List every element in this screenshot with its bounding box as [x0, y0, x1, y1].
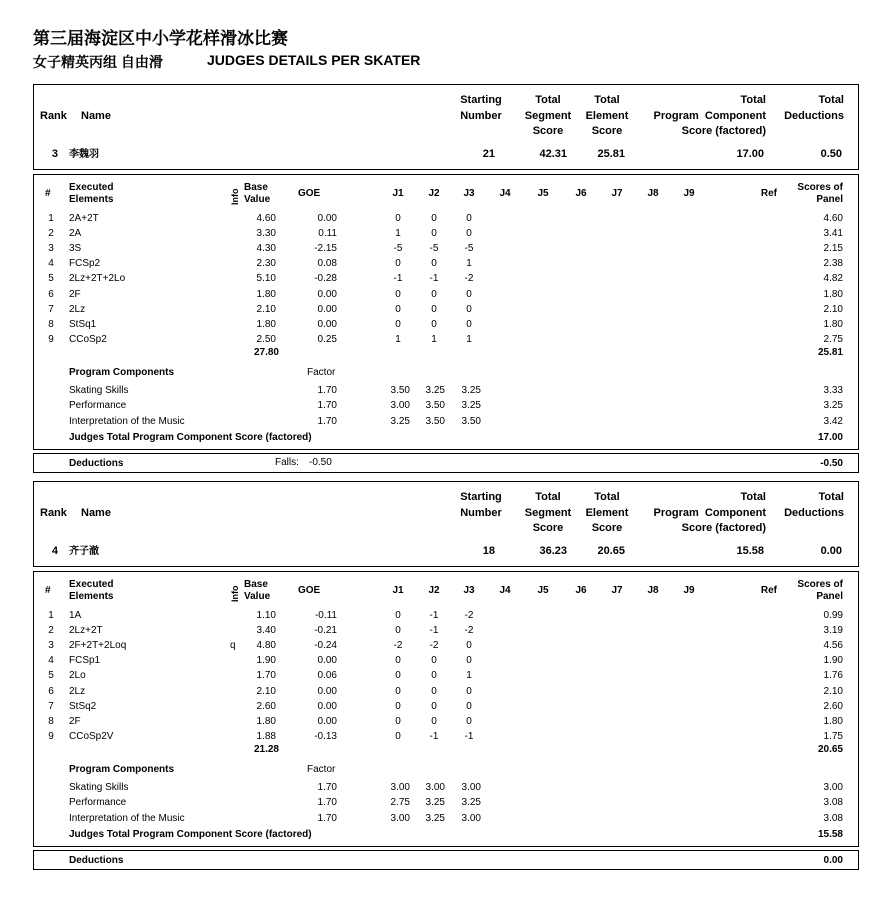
element-judge-score: 0 [395, 303, 401, 315]
component-judge-score: 3.00 [390, 782, 410, 793]
total-element-score-header: Total Element Score [585, 491, 629, 534]
component-factor: 1.70 [317, 797, 337, 809]
element-goe: -0.11 [314, 610, 337, 621]
element-judge-score: -1 [429, 730, 439, 742]
element-goe: 0.00 [317, 303, 337, 315]
element-judge-score: 1 [466, 258, 472, 270]
element-judge-score: 1 [395, 333, 401, 345]
element-judge-score: 0 [466, 655, 472, 667]
element-judge-score: 0 [431, 318, 437, 330]
element-panel-score: 4.56 [823, 640, 843, 652]
component-factor: 1.70 [317, 385, 337, 396]
element-panel-score: 4.82 [823, 273, 843, 285]
base-value-total: 27.80 [253, 347, 279, 358]
hash-header: # [45, 188, 51, 199]
element-judge-score: 0 [431, 670, 437, 682]
judge-header-j4: J4 [499, 585, 511, 596]
judge-header-j8: J8 [647, 585, 659, 596]
element-base-value: 1.80 [256, 318, 276, 330]
judge-header-j2: J2 [428, 188, 440, 199]
page-title: 第三届海淀区中小学花样滑冰比赛 [33, 29, 288, 48]
component-panel-score: 3.42 [823, 415, 843, 427]
judge-header-j9: J9 [683, 188, 695, 199]
element-name: StSq2 [69, 700, 97, 712]
element-judge-score: -2 [464, 273, 474, 285]
deductions-box [33, 453, 859, 473]
total-element-score: 20.65 [597, 545, 625, 557]
element-number: 1 [48, 610, 54, 621]
element-base-value: 2.30 [256, 258, 276, 270]
element-number: 2 [48, 228, 54, 240]
element-name: 2Lz [69, 685, 86, 697]
element-goe: -0.24 [314, 640, 337, 652]
element-name: 2A+2T [69, 213, 99, 224]
element-judge-score: 0 [431, 715, 437, 727]
element-name: 2A [69, 228, 82, 240]
element-judge-score: 0 [395, 670, 401, 682]
element-panel-score: 1.80 [823, 288, 843, 300]
name-header: Name [81, 110, 111, 122]
element-name: CCoSp2 [69, 333, 107, 345]
info-header: Info [230, 188, 240, 205]
element-number: 7 [48, 700, 54, 712]
component-judge-score: 3.25 [390, 415, 410, 427]
component-name: Performance [69, 400, 127, 412]
component-factor: 1.70 [317, 812, 337, 824]
element-goe: -0.28 [314, 273, 337, 285]
component-factor: 1.70 [317, 782, 337, 793]
judge-header-j3: J3 [463, 188, 475, 199]
component-name: Interpretation of the Music [69, 812, 185, 824]
element-judge-score: 0 [466, 640, 472, 652]
element-base-value: 1.90 [256, 655, 276, 667]
element-judge-score: -1 [464, 730, 474, 742]
element-panel-score: 2.10 [823, 685, 843, 697]
element-number: 2 [48, 625, 54, 637]
total-deductions: 0.50 [820, 148, 842, 160]
element-judge-score: -1 [429, 273, 439, 285]
component-judge-score: 3.50 [390, 385, 410, 396]
element-base-value: 1.88 [256, 730, 276, 742]
element-base-value: 1.80 [256, 288, 276, 300]
element-name: 2F+2T+2Loq [69, 640, 127, 652]
element-info: q [230, 640, 236, 652]
component-judge-score: 3.25 [461, 400, 481, 412]
element-goe: 0.08 [317, 258, 337, 270]
element-panel-score: 2.10 [823, 303, 843, 315]
element-panel-score: 2.15 [823, 243, 843, 255]
component-judge-score: 3.25 [425, 797, 445, 809]
element-judge-score: 0 [466, 303, 472, 315]
total-deductions: 0.00 [820, 545, 842, 557]
component-factor: 1.70 [317, 415, 337, 427]
element-judge-score: 1 [466, 333, 472, 345]
total-deductions-header: Total Deductions [784, 94, 844, 122]
element-judge-score: 0 [431, 700, 437, 712]
element-name: 2Lz [69, 303, 86, 315]
category-title: 女子精英丙组 自由滑 [33, 54, 163, 70]
starting-number-header: Starting Number [460, 491, 502, 519]
judge-header-j5: J5 [537, 585, 549, 596]
element-panel-score: 1.75 [823, 730, 843, 742]
total-segment-score: 42.31 [539, 148, 567, 160]
element-number: 3 [48, 640, 54, 652]
element-number: 5 [48, 273, 54, 285]
judge-header-j2: J2 [428, 585, 440, 596]
falls-label: Falls: [275, 457, 299, 468]
info-header: Info [230, 585, 240, 602]
element-judge-score: 0 [466, 685, 472, 697]
element-judge-score: -2 [429, 640, 439, 652]
judge-header-j7: J7 [611, 188, 623, 199]
judge-header-j5: J5 [537, 188, 549, 199]
element-base-value: 4.30 [256, 243, 276, 255]
element-judge-score: 1 [395, 228, 401, 240]
element-panel-score: 3.19 [823, 625, 843, 637]
component-judge-score: 3.00 [461, 782, 481, 793]
component-judge-score: 2.75 [390, 797, 410, 809]
element-goe: 0.25 [317, 333, 337, 345]
element-name: 2Lz+2T+2Lo [69, 273, 126, 285]
component-name: Skating Skills [69, 782, 129, 793]
judge-header-j3: J3 [463, 585, 475, 596]
component-name: Performance [69, 797, 127, 809]
element-judge-score: 0 [431, 228, 437, 240]
element-judge-score: 0 [466, 318, 472, 330]
starting-number: 21 [482, 148, 495, 160]
component-judge-score: 3.25 [461, 385, 481, 396]
ref-header: Ref [760, 585, 777, 596]
element-judge-score: 0 [395, 318, 401, 330]
element-panel-score: 0.99 [823, 610, 843, 621]
element-base-value: 1.70 [256, 670, 276, 682]
starting-number-header: Starting Number [460, 94, 502, 122]
element-name: 1A [69, 610, 82, 621]
element-name: FCSp1 [69, 655, 101, 667]
factor-label: Factor [307, 764, 336, 775]
element-base-value: 4.60 [256, 213, 276, 224]
element-judge-score: 0 [395, 258, 401, 270]
element-judge-score: 0 [431, 288, 437, 300]
element-judge-score: -5 [429, 243, 439, 255]
element-goe: 0.00 [317, 288, 337, 300]
base-value-header: Base Value [244, 579, 271, 602]
executed-elements-header: Executed Elements [69, 182, 114, 205]
rank-header: Rank [40, 507, 67, 519]
element-score-total: 25.81 [817, 347, 843, 358]
report-title: JUDGES DETAILS PER SKATER [207, 52, 421, 68]
judge-header-j6: J6 [575, 585, 587, 596]
component-panel-score: 3.08 [823, 812, 843, 824]
element-judge-score: -1 [393, 273, 403, 285]
element-name: 2Lo [69, 670, 86, 682]
deductions-label: Deductions [69, 458, 124, 469]
element-judge-score: 0 [431, 303, 437, 315]
component-judge-score: 3.25 [461, 797, 481, 809]
element-base-value: 2.60 [256, 700, 276, 712]
judge-header-j8: J8 [647, 188, 659, 199]
pcs-total: 17.00 [817, 432, 843, 443]
factor-label: Factor [307, 367, 336, 378]
starting-number: 18 [482, 545, 495, 557]
element-panel-score: 1.80 [823, 318, 843, 330]
component-judge-score: 3.50 [425, 400, 445, 412]
component-panel-score: 3.08 [823, 797, 843, 809]
element-goe: -2.15 [314, 243, 337, 255]
element-panel-score: 2.38 [823, 258, 843, 270]
element-panel-score: 4.60 [823, 213, 843, 224]
element-goe: -0.13 [314, 730, 337, 742]
element-judge-score: -2 [464, 625, 474, 637]
total-segment-score-header: Total Segment Score [524, 491, 572, 534]
component-factor: 1.70 [317, 400, 337, 412]
element-number: 9 [48, 333, 54, 345]
element-goe: 0.00 [317, 685, 337, 697]
element-base-value: 2.10 [256, 685, 276, 697]
name-header: Name [81, 507, 111, 519]
component-judge-score: 3.00 [390, 400, 410, 412]
rank-header: Rank [40, 110, 67, 122]
total-pcs-header: Total Program Component Score (factored) [653, 94, 766, 137]
element-name: FCSp2 [69, 258, 101, 270]
component-name: Interpretation of the Music [69, 415, 185, 427]
element-number: 8 [48, 318, 54, 330]
total-segment-score-header: Total Segment Score [524, 94, 572, 137]
element-base-value: 3.40 [256, 625, 276, 637]
deductions-box [33, 850, 859, 870]
element-judge-score: 0 [466, 700, 472, 712]
element-judge-score: -2 [393, 640, 403, 652]
total-pcs: 17.00 [736, 148, 764, 160]
scores-of-panel-header: Scores of Panel [797, 579, 843, 602]
element-judge-score: 0 [466, 288, 472, 300]
element-number: 9 [48, 730, 54, 742]
executed-elements-header: Executed Elements [69, 579, 114, 602]
element-base-value: 2.50 [256, 333, 276, 345]
component-judge-score: 3.25 [425, 812, 445, 824]
element-goe: 0.00 [317, 213, 337, 224]
total-deductions-header: Total Deductions [784, 491, 844, 519]
element-base-value: 3.30 [256, 228, 276, 240]
element-goe: 0.00 [317, 655, 337, 667]
element-judge-score: 1 [466, 670, 472, 682]
falls-value: -0.50 [309, 457, 332, 468]
element-goe: 0.11 [318, 228, 337, 240]
element-number: 7 [48, 303, 54, 315]
skater-name: 李魏羽 [69, 149, 99, 160]
element-judge-score: 0 [431, 213, 437, 224]
total-pcs-header: Total Program Component Score (factored) [653, 491, 766, 534]
element-judge-score: 1 [431, 333, 437, 345]
goe-header: GOE [298, 188, 321, 199]
component-judge-score: 3.50 [461, 415, 481, 427]
element-number: 4 [48, 258, 54, 270]
goe-header: GOE [298, 585, 321, 596]
element-number: 8 [48, 715, 54, 727]
element-number: 5 [48, 670, 54, 682]
element-judge-score: 0 [431, 655, 437, 667]
skater-name: 齐子澈 [69, 546, 99, 557]
skater-rank: 4 [51, 545, 58, 557]
base-value-total: 21.28 [253, 744, 279, 755]
judge-header-j9: J9 [683, 585, 695, 596]
component-judge-score: 3.25 [425, 385, 445, 396]
pcs-total: 15.58 [817, 829, 843, 840]
total-element-score-header: Total Element Score [585, 94, 629, 137]
element-number: 4 [48, 655, 54, 667]
element-judge-score: 0 [466, 228, 472, 240]
skater-rank: 3 [51, 148, 58, 160]
program-components-label: Program Components [69, 764, 175, 775]
hash-header: # [45, 585, 51, 596]
element-judge-score: 0 [395, 715, 401, 727]
element-goe: 0.00 [317, 715, 337, 727]
element-number: 3 [48, 243, 54, 255]
judge-header-j1: J1 [392, 585, 404, 596]
element-judge-score: 0 [431, 685, 437, 697]
element-judge-score: 0 [466, 715, 472, 727]
element-panel-score: 3.41 [823, 228, 843, 240]
total-element-score: 25.81 [597, 148, 625, 160]
element-base-value: 1.10 [256, 610, 276, 621]
element-judge-score: -5 [464, 243, 474, 255]
element-panel-score: 1.76 [823, 670, 843, 682]
element-number: 1 [48, 213, 54, 224]
judges-total-pcs-label: Judges Total Program Component Score (factored) [69, 829, 312, 840]
element-judge-score: 0 [431, 258, 437, 270]
element-base-value: 1.80 [256, 715, 276, 727]
component-panel-score: 3.00 [823, 782, 843, 793]
component-judge-score: 3.00 [425, 782, 445, 793]
element-judge-score: 0 [395, 610, 401, 621]
component-name: Skating Skills [69, 385, 129, 396]
element-name: CCoSp2V [69, 730, 114, 742]
element-goe: 0.00 [317, 700, 337, 712]
element-judge-score: 0 [395, 288, 401, 300]
element-judge-score: 0 [395, 655, 401, 667]
element-judge-score: 0 [395, 625, 401, 637]
element-panel-score: 2.60 [823, 700, 843, 712]
element-judge-score: 0 [395, 730, 401, 742]
judges-total-pcs-label: Judges Total Program Component Score (factored) [69, 432, 312, 443]
component-panel-score: 3.25 [823, 400, 843, 412]
element-judge-score: 0 [466, 213, 472, 224]
total-segment-score: 36.23 [539, 545, 567, 557]
judge-header-j4: J4 [499, 188, 511, 199]
component-judge-score: 3.00 [461, 812, 481, 824]
element-base-value: 5.10 [256, 273, 276, 285]
program-components-label: Program Components [69, 367, 175, 378]
element-panel-score: 1.80 [823, 715, 843, 727]
element-score-total: 20.65 [817, 744, 843, 755]
component-judge-score: 3.00 [390, 812, 410, 824]
ref-header: Ref [760, 188, 777, 199]
judge-header-j7: J7 [611, 585, 623, 596]
element-panel-score: 1.90 [823, 655, 843, 667]
base-value-header: Base Value [244, 182, 271, 205]
judge-header-j1: J1 [392, 188, 404, 199]
element-number: 6 [48, 288, 54, 300]
element-goe: 0.00 [317, 318, 337, 330]
element-goe: -0.21 [314, 625, 337, 637]
deductions-label: Deductions [69, 855, 124, 866]
element-judge-score: 0 [395, 685, 401, 697]
element-number: 6 [48, 685, 54, 697]
element-judge-score: -2 [464, 610, 474, 621]
element-judge-score: -5 [393, 243, 403, 255]
element-name: 2Lz+2T [69, 625, 103, 637]
deductions-total: -0.50 [820, 458, 843, 469]
element-name: 2F [69, 288, 81, 300]
judge-header-j6: J6 [575, 188, 587, 199]
element-judge-score: 0 [395, 213, 401, 224]
element-judge-score: 0 [395, 700, 401, 712]
element-base-value: 4.80 [256, 640, 276, 652]
element-name: 2F [69, 715, 81, 727]
total-pcs: 15.58 [736, 545, 764, 557]
scores-of-panel-header: Scores of Panel [797, 182, 843, 205]
element-panel-score: 2.75 [823, 333, 843, 345]
element-base-value: 2.10 [256, 303, 276, 315]
element-judge-score: -1 [429, 625, 439, 637]
component-judge-score: 3.50 [425, 415, 445, 427]
element-goe: 0.06 [317, 670, 337, 682]
element-name: StSq1 [69, 318, 97, 330]
element-name: 3S [69, 243, 82, 255]
element-judge-score: -1 [429, 610, 439, 621]
component-panel-score: 3.33 [823, 385, 843, 396]
deductions-total: 0.00 [823, 855, 843, 866]
